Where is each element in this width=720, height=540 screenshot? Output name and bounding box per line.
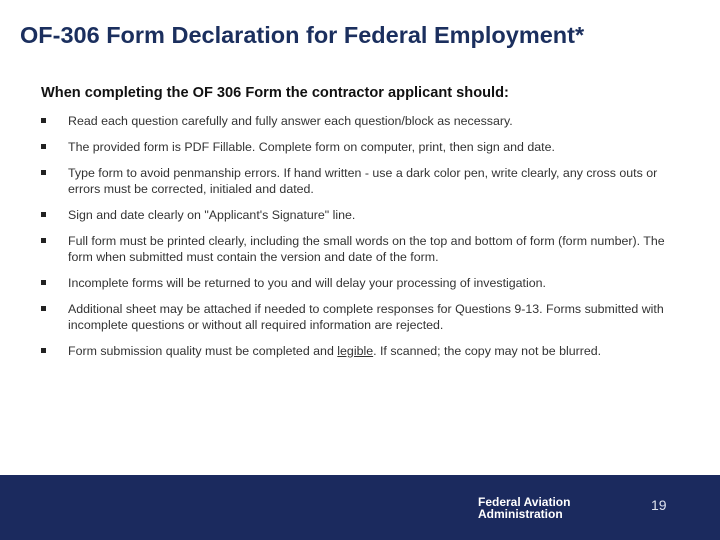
square-bullet-icon — [41, 170, 46, 175]
list-item — [41, 207, 671, 223]
page-number: 19 — [651, 497, 667, 513]
bullet-text: The provided form is PDF Fillable. Complete form on computer, print, then sign and date. — [68, 140, 555, 154]
square-bullet-icon — [41, 212, 46, 217]
square-bullet-icon — [41, 280, 46, 285]
list-item — [41, 343, 671, 359]
agency-line: Administration — [478, 507, 563, 521]
underlined-word: legible — [337, 344, 374, 358]
list-item — [41, 113, 671, 129]
bullet-text: Type form to avoid penmanship errors. If hand written - use a dark color pen, write clearly, any cross outs or errors must be corrected, initialed and dated. — [68, 166, 658, 196]
square-bullet-icon — [41, 348, 46, 353]
agency-line: Federal Aviation — [478, 495, 571, 509]
bullet-text: Full form must be printed clearly, including the small words on the top and bottom of form (form number). The form when submitted must contain the version and date of the form. — [68, 234, 665, 264]
square-bullet-icon — [41, 118, 46, 123]
bullet-text-part: Form submission quality must be completed and — [68, 344, 338, 358]
bullet-text: Additional sheet may be attached if needed to complete responses for Questions 9-13. Forms submitted with incomplete questions or without all required information are rejected. — [68, 302, 664, 332]
bullet-list — [41, 113, 671, 369]
bullet-text: Sign and date clearly on "Applicant's Signature" line. — [68, 208, 356, 222]
square-bullet-icon — [41, 144, 46, 149]
footer-bar — [0, 475, 720, 540]
bullet-text-part: . If scanned; the copy may not be blurred. — [373, 344, 602, 358]
square-bullet-icon — [41, 306, 46, 311]
list-item — [41, 301, 671, 333]
list-item — [41, 165, 671, 197]
list-item — [41, 139, 671, 155]
list-item — [41, 233, 671, 265]
square-bullet-icon — [41, 238, 46, 243]
bullet-text: Read each question carefully and fully answer each question/block as necessary. — [68, 114, 513, 128]
bullet-text: Incomplete forms will be returned to you and will delay your processing of investigation. — [68, 276, 546, 290]
slide-title: OF-306 Form Declaration for Federal Employment* — [20, 22, 585, 48]
list-item — [41, 275, 671, 291]
intro-heading: When completing the OF 306 Form the contractor applicant should: — [41, 85, 509, 101]
agency-name — [478, 496, 570, 520]
